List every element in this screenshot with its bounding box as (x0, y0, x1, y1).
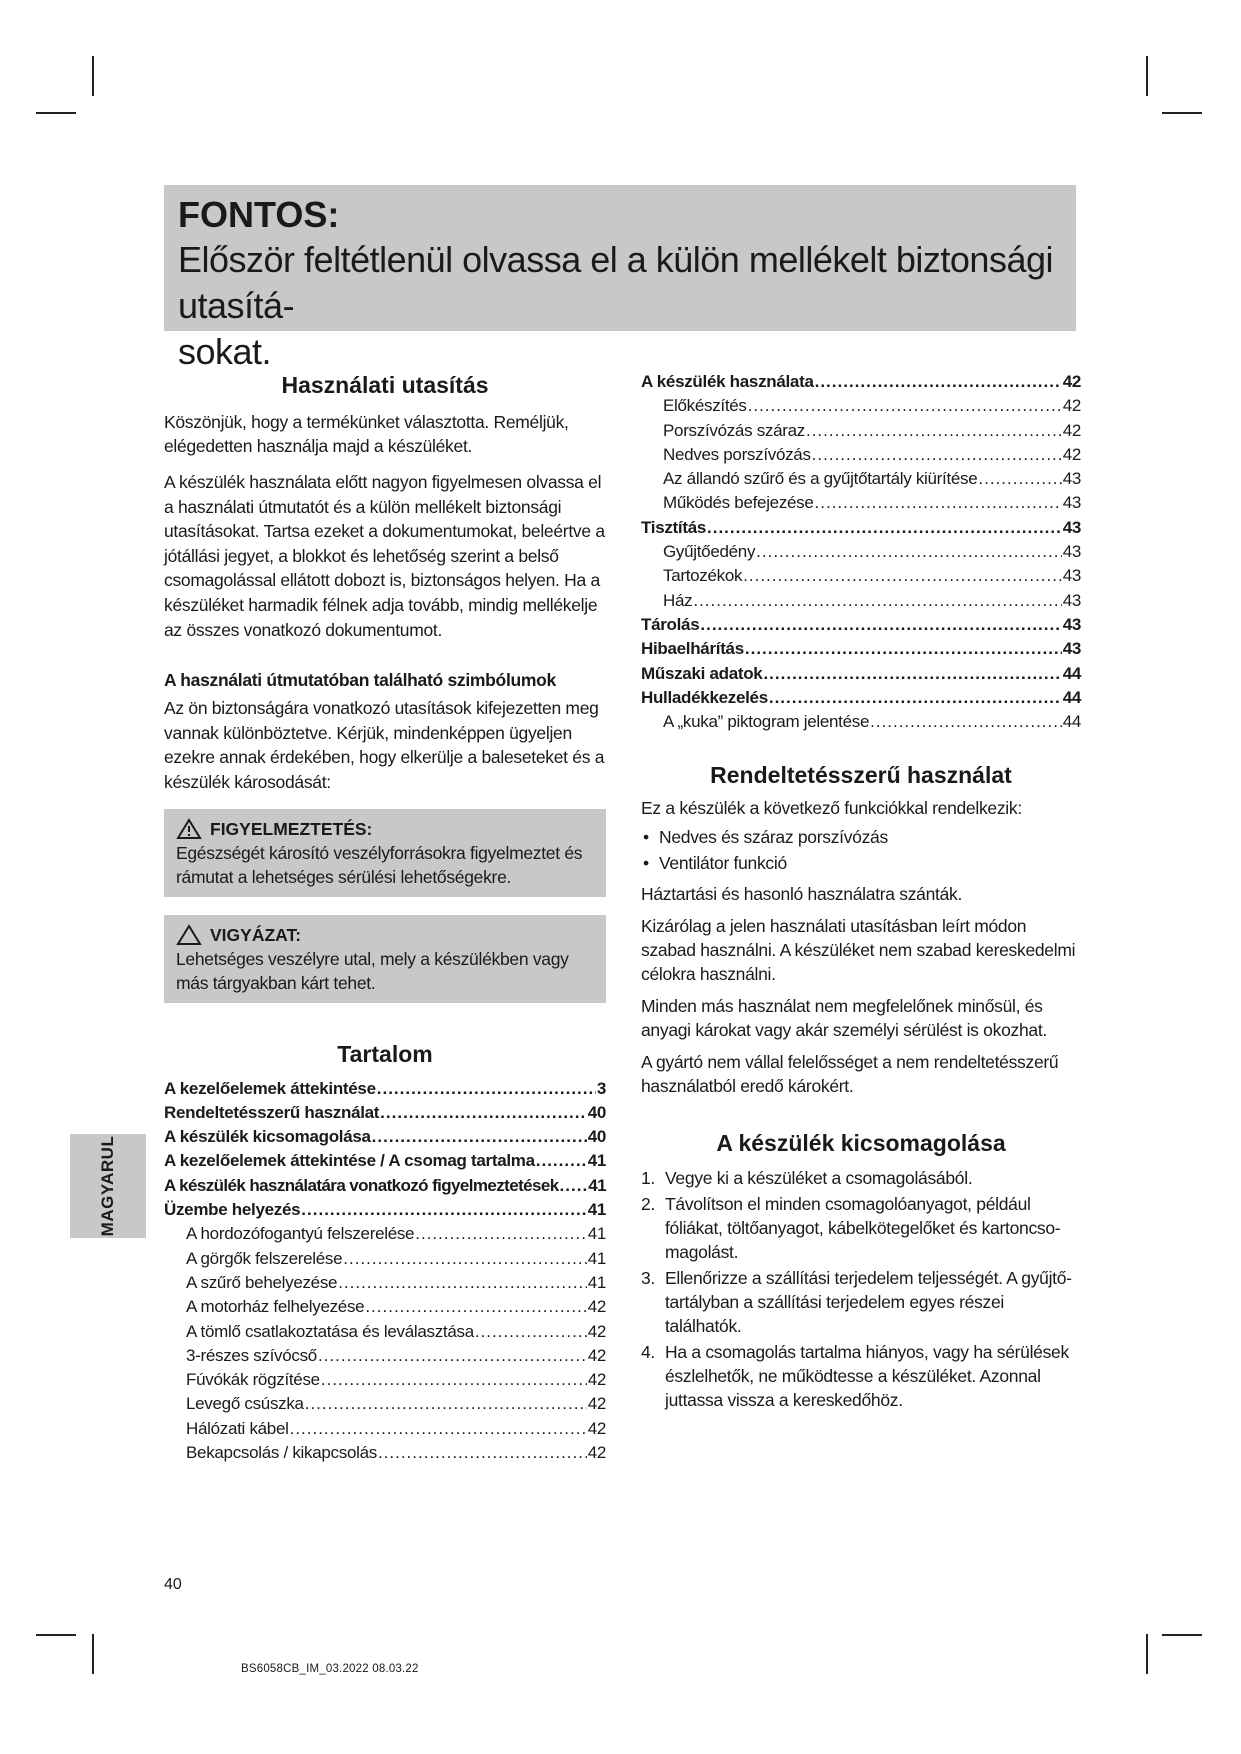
warning-box (164, 809, 606, 897)
warning-title: FIGYELMEZTETÉS: (210, 818, 373, 839)
important-notice-banner (164, 185, 1076, 372)
usage-paragraph-1: Köszönjük, hogy a termékünket választotta. Reméljük, elégedetten használja majd a készüléket. (164, 412, 569, 456)
crop-mark (1162, 1634, 1202, 1636)
intended-use-paragraph-1: Háztartási és hasonló használatra szánták. (641, 884, 963, 905)
toc-entry[interactable]: A görgők felszerelése ..... 41 (164, 1247, 606, 1271)
toc-right-list (641, 370, 1081, 734)
footer-code: BS6058CB_IM_03.2022 08.03.22 (241, 1663, 419, 1675)
warning-triangle-icon (176, 818, 202, 840)
intended-use-paragraph-3: Minden más használat nem megfelelőnek minősül, és anyagi károkat vagy akár személyi sérülést is okozhat. (641, 996, 1047, 1041)
toc-entry[interactable]: Tárolás ..... 43 (641, 613, 1081, 637)
toc-entry[interactable]: Hulladékkezelés ..... 44 (641, 686, 1081, 710)
toc-entry[interactable]: Hálózati kábel ..... 42 (164, 1417, 606, 1441)
toc-entry[interactable]: Ház ..... 43 (641, 589, 1081, 613)
toc-entry[interactable]: Az állandó szűrő és a gyűjtőtartály kiürítése ..... 43 (641, 467, 1081, 491)
intended-use-paragraph-2: Kizárólag a jelen használati utasításban leírt módon szabad használni. A készüléket nem szabad kereskedelmi célokra használni. (641, 916, 1076, 985)
caution-text: Lehetséges veszélyre utal, mely a készülékben vagy más tárgyakban kárt tehet. (176, 948, 569, 993)
toc-entry[interactable]: Műszaki adatok ..... 44 (641, 662, 1081, 686)
crop-mark (92, 1634, 94, 1674)
toc-entry[interactable]: Üzembe helyezés ..... 41 (164, 1198, 606, 1222)
toc-entry[interactable]: Hibaelhárítás ..... 43 (641, 637, 1081, 661)
crop-mark (1146, 56, 1148, 96)
crop-mark (36, 112, 76, 114)
crop-mark (36, 1634, 76, 1636)
toc-entry[interactable]: 3-részes szívócső ..... 42 (164, 1344, 606, 1368)
caution-box (164, 915, 606, 1003)
toc-entry[interactable]: Fúvókák rögzítése ..... 42 (164, 1368, 606, 1392)
list-item: 1. Vegye ki a készüléket a csomagolásából. (641, 1168, 973, 1189)
important-notice-line1: Először feltétlenül olvassa el a külön mellékelt biztonsági utasítá- (178, 239, 1053, 326)
list-item: 3. Ellenőrizze a szállítási terjedelem teljességét. A gyűjtő-tartályban a szállítási terjedelem egyes részei találhatók. (641, 1268, 1072, 1337)
intended-use-heading: Rendeltetésszerű használat (710, 762, 1012, 789)
usage-paragraph-2: A készülék használata előtt nagyon figyelmesen olvassa el a használati útmutatót és a külön mellékelt biztonsági utasításokat. Tartsa ezeket a dokumentumokat, beleértve a jótállási jegyet, a blokkot és lehetőség szerint a belső csomagolással ellátott dobozt is, biztonságos helyen. Ha a készüléket harmadik félnek adja tovább, mindig mellékelje az összes vonatkozó dokumentumot. (164, 472, 605, 640)
toc-entry[interactable]: Bekapcsolás / kikapcsolás ..... 42 (164, 1441, 606, 1465)
list-item: • Nedves és száraz porszívózás (641, 824, 1081, 850)
toc-entry[interactable]: Tisztítás ..... 43 (641, 516, 1081, 540)
toc-entry[interactable]: A készülék kicsomagolása ..... 40 (164, 1125, 606, 1149)
right-column (641, 370, 1081, 1412)
caution-triangle-icon (176, 924, 202, 946)
toc-heading: Tartalom (337, 1040, 433, 1067)
toc-entry[interactable]: A kezelőelemek áttekintése ..... 3 (164, 1077, 606, 1101)
warning-text: Egészségét károsító veszélyforrásokra figyelmeztet és rámutat a lehetséges sérülési lehetőségekre. (176, 842, 583, 887)
toc-entry[interactable]: A hordozófogantyú felszerelése ..... 41 (164, 1222, 606, 1246)
toc-entry[interactable]: Levegő csúszka ..... 42 (164, 1392, 606, 1416)
toc-left-list (164, 1077, 606, 1466)
warning-title-row (176, 817, 596, 841)
symbols-heading: A használati útmutatóban található szimbólumok (164, 670, 556, 691)
usage-heading: Használati utasítás (281, 372, 489, 398)
toc-entry[interactable]: A készülék használata ..... 42 (641, 370, 1081, 394)
crop-mark (92, 56, 94, 96)
toc-entry[interactable]: A motorház felhelyezése ..... 42 (164, 1295, 606, 1319)
toc-entry[interactable]: Előkészítés ..... 42 (641, 394, 1081, 418)
toc-entry[interactable]: Gyűjtőedény ..... 43 (641, 540, 1081, 564)
toc-entry[interactable]: A szűrő behelyezése ..... 41 (164, 1271, 606, 1295)
toc-entry[interactable]: A készülék használatára vonatkozó figyelmeztetések ..... 41 (164, 1174, 606, 1198)
left-column (164, 370, 606, 1465)
caution-title: VIGYÁZAT: (210, 924, 302, 945)
toc-entry[interactable]: Rendeltetésszerű használat ..... 40 (164, 1101, 606, 1125)
list-item: • Ventilátor funkció (641, 850, 1081, 876)
toc-entry[interactable]: A „kuka” piktogram jelentése ..... 44 (641, 710, 1081, 734)
toc-entry[interactable]: A tömlő csatlakoztatása és leválasztása ..... 42 (164, 1320, 606, 1344)
page-number: 40 (164, 1576, 182, 1593)
list-item: 4. Ha a csomagolás tartalma hiányos, vagy ha sérülések észlelhetők, ne működtesse a készüléket. Azonnal juttassa vissza a kereskedőhöz. (641, 1342, 1069, 1411)
language-label: MAGYARUL (98, 1135, 117, 1237)
list-item: 2. Távolítson el minden csomagolóanyagot, például fóliákat, töltőanyagot, kábelkötegelőket és kartoncso-magolást. (641, 1194, 1061, 1263)
important-notice-title: FONTOS: (178, 194, 340, 235)
intended-use-intro: Ez a készülék a következő funkciókkal rendelkezik: (641, 798, 1022, 819)
important-notice-line2: sokat. (178, 331, 272, 372)
toc-entry[interactable]: A kezelőelemek áttekintése / A csomag tartalma ..... 41 (164, 1149, 606, 1173)
function-list (641, 824, 1081, 876)
unpacking-heading: A készülék kicsomagolása (716, 1130, 1006, 1157)
crop-mark (1162, 112, 1202, 114)
toc-entry[interactable]: Porszívózás száraz ..... 42 (641, 419, 1081, 443)
unpacking-steps (641, 1166, 1081, 1412)
intended-use-paragraph-4: A gyártó nem vállal felelősséget a nem rendeltetésszerű használatból eredő károkért. (641, 1052, 1059, 1097)
language-side-tab (70, 1134, 146, 1238)
toc-entry[interactable]: Nedves porszívózás ..... 42 (641, 443, 1081, 467)
toc-entry[interactable]: Működés befejezése ..... 43 (641, 491, 1081, 515)
caution-title-row (176, 923, 596, 947)
symbols-paragraph: Az ön biztonságára vonatkozó utasítások kifejezetten meg vannak különböztetve. Kérjük, mindenképpen ügyeljen ezekre annak érdekében, hogy elkerülje a baleseteket és a készülék károsodását: (164, 698, 605, 792)
toc-entry[interactable]: Tartozékok ..... 43 (641, 564, 1081, 588)
crop-mark (1146, 1634, 1148, 1674)
